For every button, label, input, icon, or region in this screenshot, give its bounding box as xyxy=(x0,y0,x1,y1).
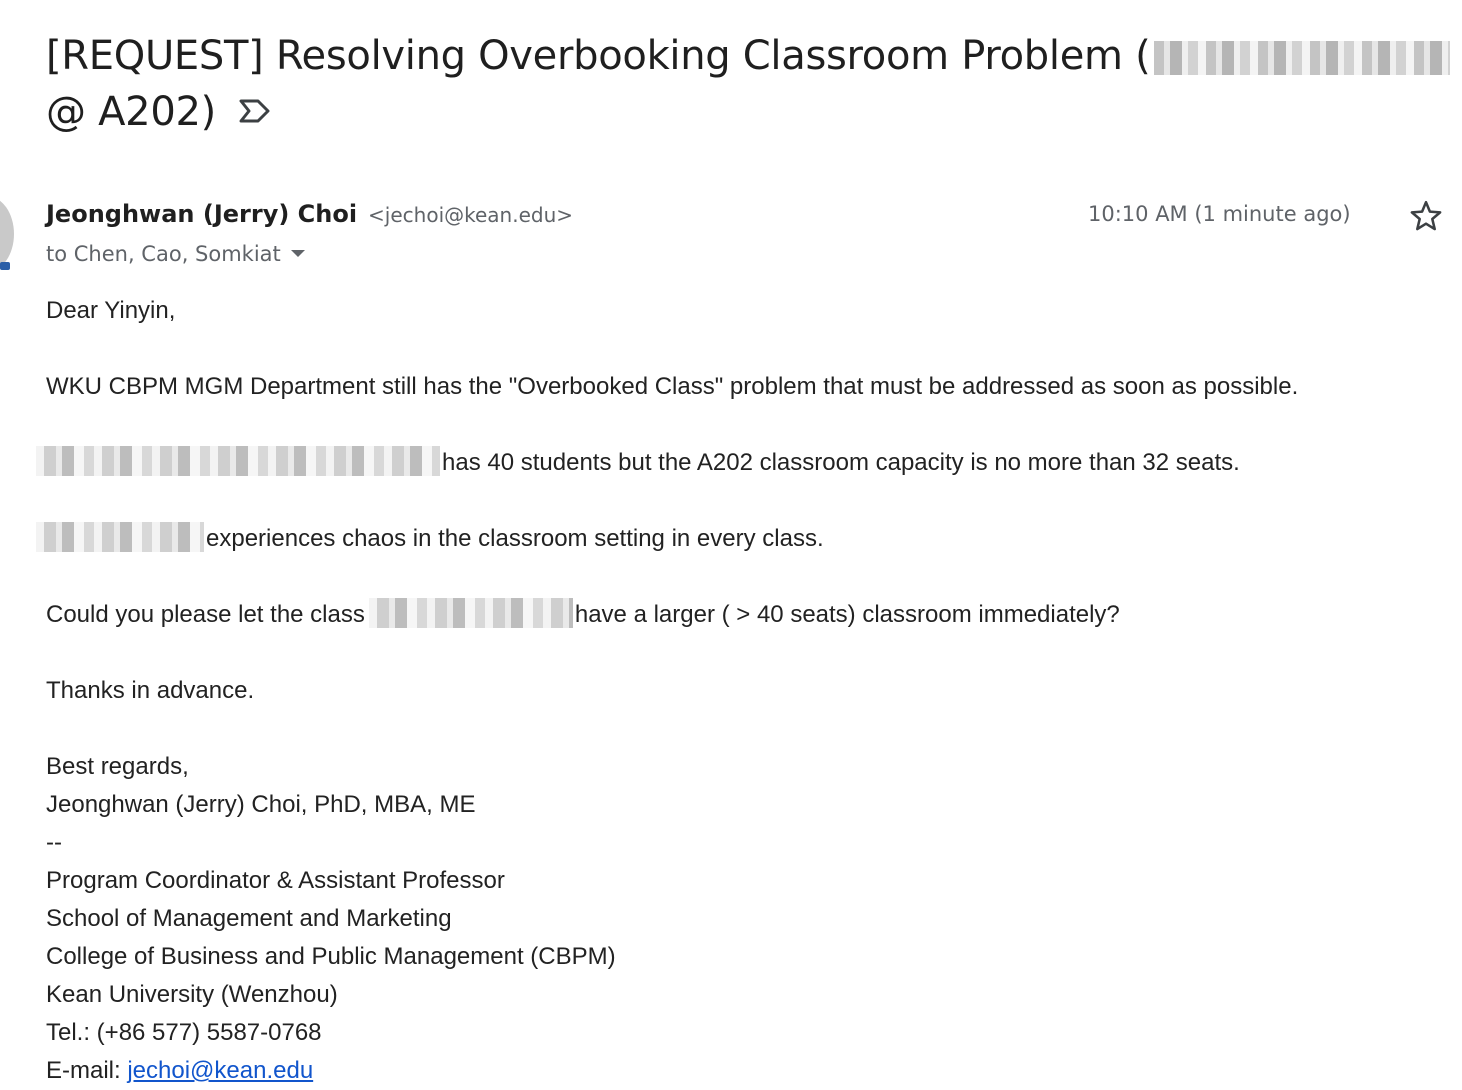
signature-college: College of Business and Public Management (CBPM) xyxy=(46,943,616,970)
body-paragraph-1: WKU CBPM MGM Department still has the "Overbooked Class" problem that must be addressed as soon as possible. xyxy=(46,373,1299,400)
signature-email xyxy=(46,1052,1456,1090)
subject-line-1 xyxy=(46,28,1462,84)
recipients-text: to Chen, Cao, Somkiat xyxy=(46,242,281,266)
redacted-course xyxy=(36,446,440,476)
subject-suffix: @ A202) xyxy=(46,89,216,135)
thanks-line: Thanks in advance. xyxy=(46,677,255,704)
signature-tel: Tel.: (+86 577) 5587-0768 xyxy=(46,1019,322,1046)
signature-title: Program Coordinator & Assistant Professor xyxy=(46,867,505,894)
redacted-professor xyxy=(36,522,204,552)
label-important-icon[interactable] xyxy=(238,83,272,139)
redacted-class xyxy=(369,598,573,628)
body-paragraph-4 xyxy=(46,596,1456,634)
body-paragraph-2 xyxy=(46,444,1456,482)
signature-email-label: E-mail: xyxy=(46,1057,121,1084)
chevron-down-icon[interactable] xyxy=(291,250,305,257)
signature-block xyxy=(46,748,1456,1090)
redacted-course-name xyxy=(1154,41,1450,75)
sender-name[interactable]: Jeonghwan (Jerry) Choi xyxy=(46,200,358,228)
signature-university: Kean University (Wenzhou) xyxy=(46,981,338,1008)
greeting: Dear Yinyin, xyxy=(46,297,176,324)
sender-email: <jechoi@kean.edu> xyxy=(368,203,574,227)
subject-prefix: [REQUEST] Resolving Overbooking Classroom Problem ( xyxy=(46,33,1151,79)
body-paragraph-4-start: Could you please let the class xyxy=(46,601,365,628)
sender-info xyxy=(46,200,573,229)
signature-name: Jeonghwan (Jerry) Choi, PhD, MBA, ME xyxy=(46,791,476,818)
body-paragraph-4-end: have a larger ( > 40 seats) classroom immediately? xyxy=(574,601,1120,628)
signature-email-link[interactable]: jechoi@kean.edu xyxy=(127,1057,314,1084)
email-subject xyxy=(46,28,1462,140)
star-icon[interactable] xyxy=(1408,198,1444,234)
sender-avatar[interactable] xyxy=(0,196,14,272)
email-timestamp: 10:10 AM (1 minute ago) xyxy=(1088,202,1351,226)
body-paragraph-3 xyxy=(46,520,1456,558)
body-paragraph-2-text: has 40 students but the A202 classroom capacity is no more than 32 seats. xyxy=(442,449,1240,476)
signature-school: School of Management and Marketing xyxy=(46,905,452,932)
signature-separator: -- xyxy=(46,829,62,856)
signature-closing: Best regards, xyxy=(46,753,189,780)
recipients-dropdown[interactable] xyxy=(46,242,305,266)
body-paragraph-3-text: experiences chaos in the classroom setting in every class. xyxy=(206,525,824,552)
subject-line-2 xyxy=(46,84,1462,140)
email-body xyxy=(46,292,1456,1090)
